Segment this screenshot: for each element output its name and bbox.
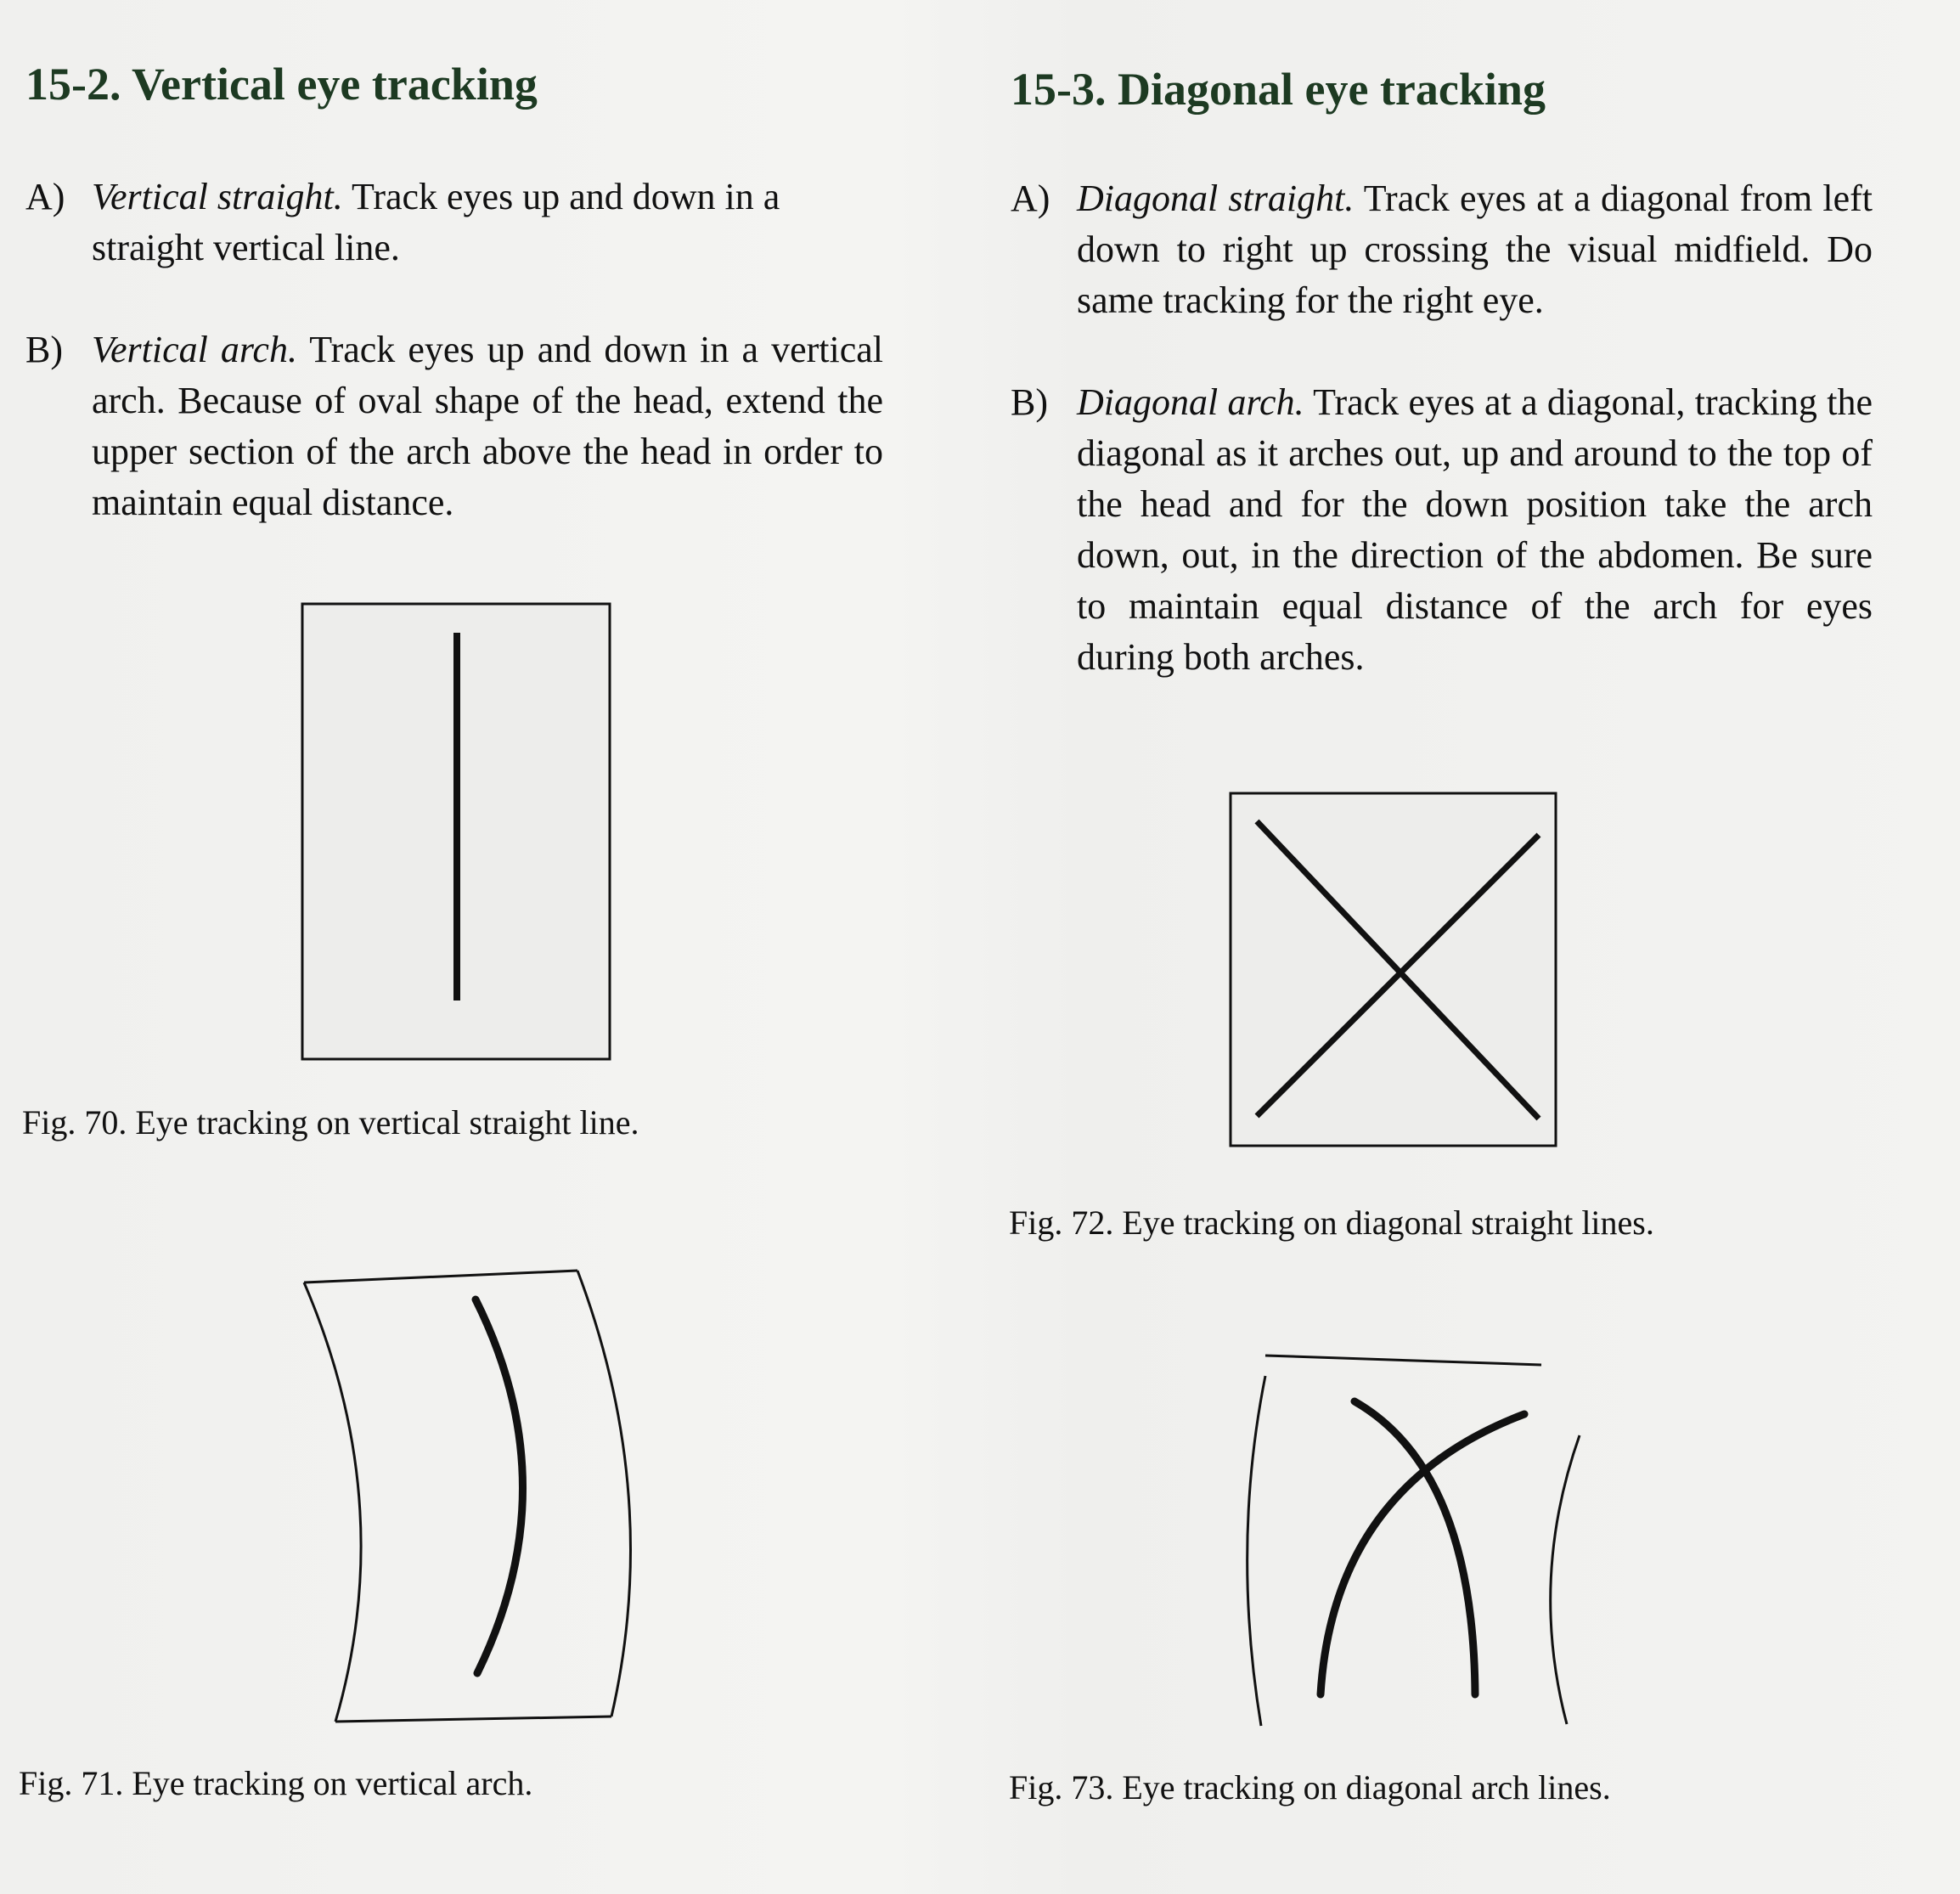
figure-bottom-edge — [335, 1716, 611, 1722]
item-term: Vertical straight. — [92, 176, 343, 217]
item-vertical-arch — [25, 324, 883, 528]
figure-vertical-straight — [297, 599, 620, 1066]
vertical-arch-tracking-line — [476, 1299, 523, 1673]
item-vertical-straight — [25, 172, 883, 273]
figure-caption-70: Fig. 70. Eye tracking on vertical straight line. — [22, 1103, 639, 1141]
item-description: Track eyes at a diagonal from left down to right up crossing the visual midfield. Do same tracking for the right eye. — [1077, 178, 1873, 321]
item-term: Vertical arch. — [92, 329, 297, 370]
figure-top-edge — [1265, 1356, 1541, 1365]
item-body — [1077, 173, 1873, 326]
item-body — [1077, 377, 1873, 683]
item-description: Track eyes at a diagonal, tracking the diagonal as it arches out, up and around to the top of the head and for the down position take the arch down, out, in the direction of the abdomen. Be sure to maintain equal distance of the arch for eyes during both arches. — [1077, 381, 1873, 678]
item-term: Diagonal straight. — [1077, 178, 1355, 219]
figure-vertical-arch — [297, 1257, 645, 1733]
item-letter: B) — [1011, 381, 1048, 423]
figure-left-curve — [304, 1282, 361, 1722]
figure-diagonal-straight — [1227, 790, 1563, 1151]
figure-caption-73: Fig. 73. Eye tracking on diagonal arch lines. — [1009, 1768, 1611, 1807]
section-heading-diagonal: 15-3. Diagonal eye tracking — [1011, 64, 1546, 115]
item-term: Diagonal arch. — [1077, 381, 1304, 423]
item-description: Track eyes up and down in a straight vertical line. — [92, 176, 780, 268]
item-diagonal-arch — [1011, 377, 1873, 683]
item-letter: A) — [1011, 178, 1050, 219]
figure-caption-72: Fig. 72. Eye tracking on diagonal straight lines. — [1009, 1203, 1654, 1242]
item-diagonal-straight — [1011, 173, 1873, 326]
figure-left-curve — [1248, 1376, 1265, 1726]
diagonal-arch-line-up — [1321, 1414, 1524, 1694]
item-description: Track eyes up and down in a vertical arch. Because of oval shape of the head, extend the upper section of the arch above the head in order to maintain equal distance. — [92, 329, 884, 523]
section-heading-vertical: 15-2. Vertical eye tracking — [25, 59, 538, 110]
item-body — [92, 172, 883, 273]
figure-right-curve — [577, 1271, 631, 1716]
item-body — [92, 324, 883, 528]
figure-top-edge — [304, 1271, 577, 1282]
figure-right-curve — [1551, 1435, 1580, 1724]
figure-caption-71: Fig. 71. Eye tracking on vertical arch. — [19, 1764, 533, 1802]
item-letter: A) — [25, 176, 65, 217]
item-letter: B) — [25, 329, 63, 370]
figure-diagonal-arch — [1223, 1350, 1597, 1728]
